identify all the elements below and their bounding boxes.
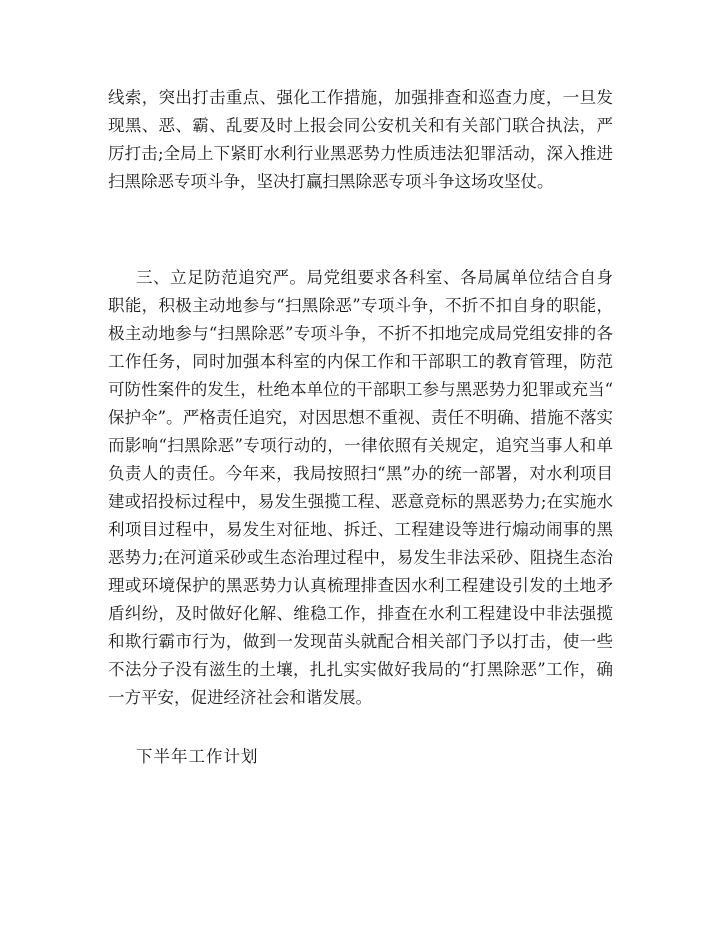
paragraph-line: 极主动地参与“扫黑除恶”专项斗争，不折不扣地完成局党组安排的各: [108, 324, 613, 343]
paragraph-line: 厉打击;全局上下紧盯水利行业黑恶势力性质违法犯罪活动，深入推进: [108, 144, 613, 163]
paragraph-line: 利项目过程中，易发生对征地、拆迁、工程建设等进行煽动闹事的黑: [108, 520, 613, 539]
section-heading: 下半年工作计划: [136, 747, 259, 766]
paragraph-line: 现黑、恶、霸、乱要及时上报会同公安机关和有关部门联合执法，严: [108, 116, 613, 135]
paragraph-line: 三、立足防范追究严。局党组要求各科室、各局属单位结合自身: [136, 268, 613, 287]
paragraph-line: 和欺行霸市行为，做到一发现苗头就配合相关部门予以打击，使一些: [108, 632, 613, 651]
paragraph-line: 负责人的责任。今年来，我局按照扫“黑”办的统一部署，对水利项目: [108, 464, 613, 483]
paragraph-line: 可防性案件的发生，杜绝本单位的干部职工参与黑恶势力犯罪或充当“: [108, 380, 613, 399]
paragraph-line: 而影响“扫黑除恶”专项行动的，一律依照有关规定，追究当事人和单: [108, 436, 613, 455]
paragraph-line: 保护伞”。严格责任追究，对因思想不重视、责任不明确、措施不落实: [108, 408, 613, 427]
paragraph-line: 工作任务，同时加强本科室的内保工作和干部职工的教育管理，防范: [108, 352, 613, 371]
paragraph-line: 盾纠纷，及时做好化解、维稳工作，排查在水利工程建设中非法强揽: [108, 604, 613, 623]
paragraph-line: 职能，积极主动地参与“扫黑除恶”专项斗争，不折不扣自身的职能，: [108, 296, 613, 315]
paragraph-line: 一方平安，促进经济社会和谐发展。: [108, 688, 372, 707]
paragraph-1: [108, 84, 613, 196]
paragraph-2: [108, 264, 613, 712]
paragraph-line: 恶势力;在河道采砂或生态治理过程中，易发生非法采砂、阻挠生态治: [108, 548, 613, 567]
paragraph-line: 扫黑除恶专项斗争，坚决打赢扫黑除恶专项斗争这场攻坚仗。: [108, 172, 554, 191]
paragraph-line: 不法分子没有滋生的土壤，扎扎实实做好我局的“打黑除恶”工作，确: [108, 660, 613, 679]
paragraph-line: 理或环境保护的黑恶势力认真梳理排查因水利工程建设引发的土地矛: [108, 576, 613, 595]
paragraph-line: 建或招投标过程中，易发生强揽工程、恶意竞标的黑恶势力;在实施水: [108, 492, 613, 511]
paragraph-line: 线索，突出打击重点、强化工作措施，加强排查和巡查力度，一旦发: [108, 88, 613, 107]
